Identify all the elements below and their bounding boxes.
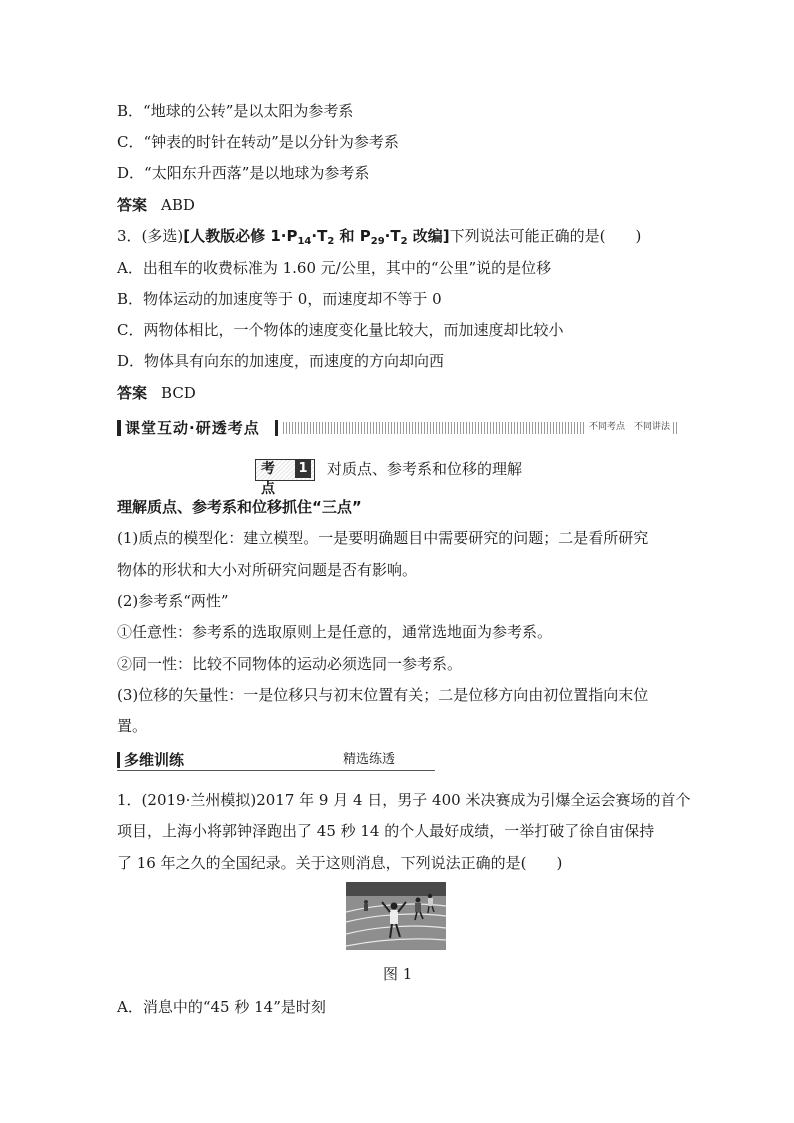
answer-label: 答案: [117, 384, 148, 402]
question-3-option-a: A．出租车的收费标准为 1.60 元/公里，其中的“公里”说的是位移: [117, 259, 552, 277]
section-title: 课堂互动·研透考点: [125, 419, 260, 437]
answer-label: 答案: [117, 196, 148, 214]
question-3-stem: [117, 226, 641, 252]
question-1-line3: 了 16 年之久的全国纪录。关于这则消息，下列说法正确的是( ): [117, 854, 563, 872]
question-3-prefix: 3．(多选): [117, 227, 184, 245]
figure-caption: 图 1: [383, 965, 413, 983]
content-p3-line1: (3)位移的矢量性：一是位移只与初末位置有关；二是位移方向由初位置指向末位: [117, 686, 649, 704]
question-1-line1: 1．(2019·兰州模拟)2017 年 9 月 4 日，男子 400 米决赛成为引爆全运会赛场的首个: [117, 791, 691, 809]
banner-left-bar: [117, 420, 121, 436]
option-c-prev: C．“钟表的时针在转动”是以分针为参考系: [117, 133, 399, 151]
kaodian-label: 考点: [261, 461, 275, 497]
training-banner: [117, 750, 435, 772]
answer-value: BCD: [161, 384, 196, 402]
training-rule: [117, 770, 435, 771]
section-banner: [117, 418, 677, 438]
option-d-prev: D．“太阳东升西落”是以地球为参考系: [117, 164, 370, 182]
banner-divider: [275, 420, 278, 436]
race-photo: [346, 882, 446, 950]
answer-line-2: [117, 383, 196, 403]
question-3-option-d: D．物体具有向东的加速度，而速度的方向却向西: [117, 352, 445, 370]
training-title: 多维训练: [124, 751, 185, 769]
question-3-source: [人教版必修 $1\cdot P_{14}\cdot T_2$ 和 $P_{29}\cdot T_2$ 改编]: [183, 227, 450, 247]
question-3-option-b: B．物体运动的加速度等于 0，而速度却不等于 0: [117, 290, 442, 308]
answer-line-1: [117, 195, 195, 215]
training-bar: [117, 752, 120, 768]
kaodian-number: 1: [295, 460, 311, 478]
question-1-option-a: A．消息中的“45 秒 14”是时刻: [117, 998, 326, 1016]
content-p1-line1: (1)质点的模型化：建立模型。一是要明确题目中需要研究的问题；二是看所研究: [117, 529, 649, 547]
answer-value: ABD: [161, 196, 195, 214]
question-3-option-c: C．两物体相比，一个物体的速度变化量比较大，而加速度却比较小: [117, 321, 564, 339]
content-p3-line2: 置。: [117, 717, 148, 735]
content-p1-line2: 物体的形状和大小对所研究问题是否有影响。: [117, 561, 418, 579]
training-tag: 精选练透: [343, 752, 396, 767]
question-3-text: 下列说法可能正确的是( ): [449, 227, 642, 245]
section-tag: 不同考点 不同讲法: [586, 420, 673, 434]
option-b-prev: B．“地球的公转”是以太阳为参考系: [117, 102, 354, 120]
content-heading: 理解质点、参考系和位移抓住“三点”: [117, 498, 362, 516]
kaodian-title: 对质点、参考系和位移的理解: [327, 460, 523, 478]
content-p2: (2)参考系“两性”: [117, 592, 229, 610]
question-1-line2: 项目，上海小将郭钟泽跑出了 45 秒 14 的个人最好成绩，一举打破了徐自宙保持: [117, 822, 655, 840]
content-p2-item2: ②同一性：比较不同物体的运动必须选同一参考系。: [117, 655, 463, 673]
content-p2-item1: ①任意性：参考系的选取原则上是任意的，通常选地面为参考系。: [117, 623, 553, 641]
